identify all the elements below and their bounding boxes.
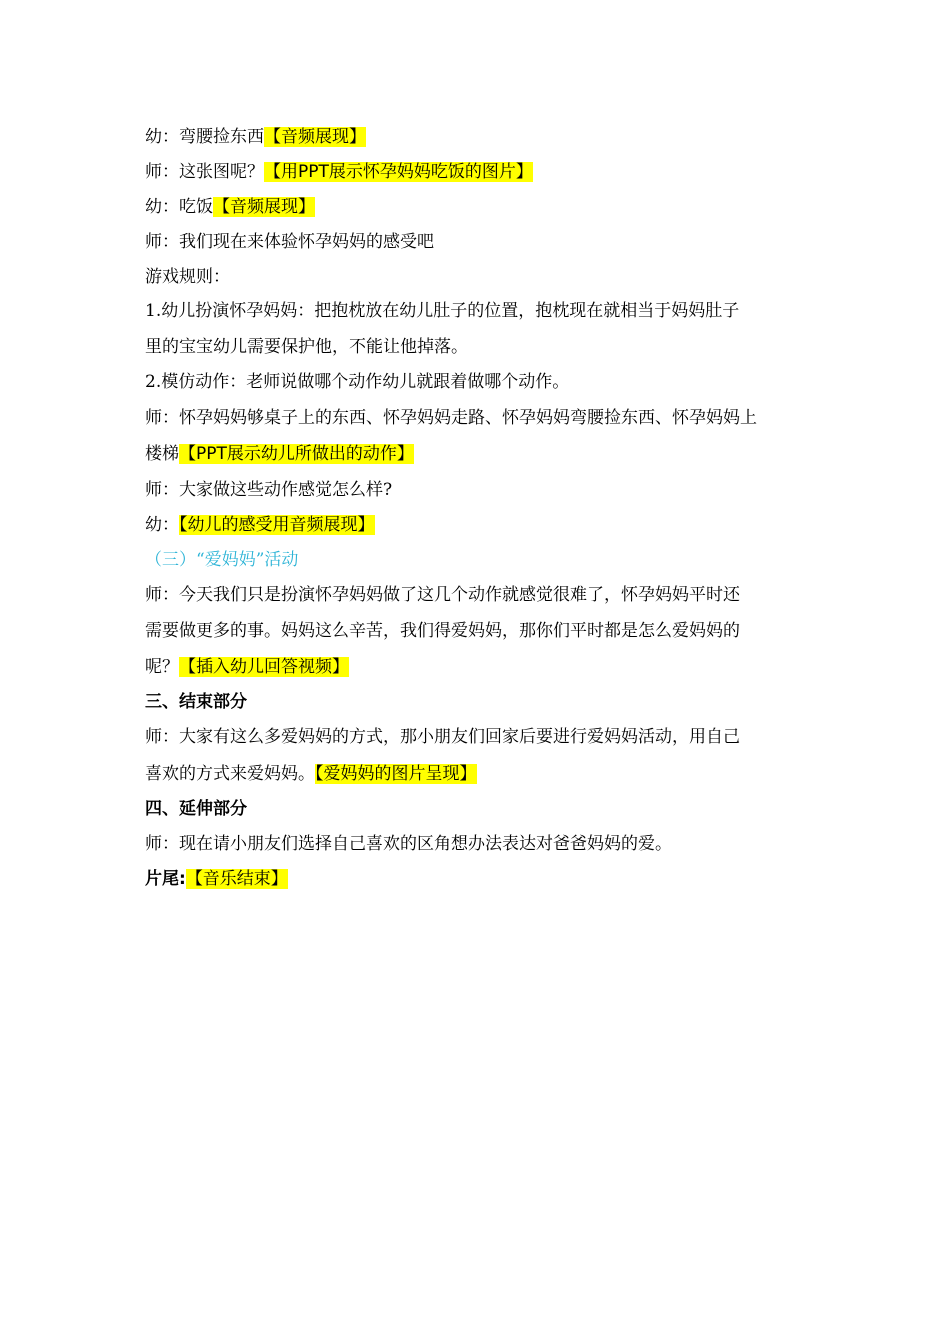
closing-line: [145, 867, 825, 891]
dialogue-line: [145, 513, 825, 537]
media-cue-highlight: 【音频展现】: [264, 127, 366, 147]
line-text: 四、延伸部分: [145, 799, 247, 819]
line-text: 师：现在请小朋友们选择自己喜欢的区角想办法表达对爸爸妈妈的爱。: [145, 834, 672, 854]
rule-line: [145, 335, 825, 359]
media-cue-highlight: 【插入幼儿回答视频】: [179, 657, 349, 677]
line-text: 1.幼儿扮演怀孕妈妈：把抱枕放在幼儿肚子的位置，抱枕现在就相当于妈妈肚子: [145, 301, 740, 321]
line-text: 游戏规则：: [145, 267, 230, 287]
dialogue-line: [145, 230, 825, 254]
line-text: 片尾:: [145, 869, 186, 889]
line-text: 师：大家有这么多爱妈妈的方式，那小朋友们回家后要进行爱妈妈活动，用自己: [145, 727, 740, 747]
line-text: 三、结束部分: [145, 692, 247, 712]
media-cue-highlight: 【用PPT展示怀孕妈妈吃饭的图片】: [264, 162, 533, 182]
line-text: 幼：: [145, 515, 179, 535]
rule-line: [145, 370, 825, 394]
line-text: 2.模仿动作：老师说做哪个动作幼儿就跟着做哪个动作。: [145, 372, 570, 392]
line-text: 里的宝宝幼儿需要保护他，不能让他掉落。: [145, 337, 468, 357]
section-heading: [145, 690, 825, 714]
dialogue-line: [145, 125, 825, 149]
line-text: 师：大家做这些动作感觉怎么样?: [145, 480, 393, 500]
line-text: 需要做更多的事。妈妈这么辛苦，我们得爱妈妈，那你们平时都是怎么爱妈妈的: [145, 621, 740, 641]
media-cue-highlight: 【音频展现】: [213, 197, 315, 217]
dialogue-line: [145, 478, 825, 502]
line-text: 呢？: [145, 657, 179, 677]
dialogue-line: [145, 442, 825, 466]
dialogue-line: [145, 619, 825, 643]
dialogue-line: [145, 583, 825, 607]
section-heading: [145, 797, 825, 821]
subsection-heading: [145, 548, 825, 572]
line-text: 幼：吃饭: [145, 197, 213, 217]
media-cue-highlight: 【PPT展示幼儿所做出的动作】: [179, 444, 414, 464]
media-cue-highlight: 【音乐结束】: [185, 869, 288, 889]
line-text: 幼：弯腰捡东西: [145, 127, 264, 147]
line-text: 师：这张图呢？: [145, 162, 264, 182]
line-text: 师：我们现在来体验怀孕妈妈的感受吧: [145, 232, 434, 252]
line-text: 喜欢的方式来爱妈妈。: [145, 764, 315, 784]
dialogue-line: [145, 655, 825, 679]
dialogue-line: [145, 406, 825, 430]
game-rules-heading: [145, 265, 825, 289]
dialogue-line: [145, 832, 825, 856]
line-text: （三）“爱妈妈”活动: [145, 550, 299, 570]
media-cue-highlight: 【幼儿的感受用音频展现】: [179, 515, 375, 535]
line-text: 师：怀孕妈妈够桌子上的东西、怀孕妈妈走路、怀孕妈妈弯腰捡东西、怀孕妈妈上: [145, 408, 757, 428]
line-text: 楼梯: [145, 444, 179, 464]
dialogue-line: [145, 762, 825, 786]
line-text: 师：今天我们只是扮演怀孕妈妈做了这几个动作就感觉很难了，怀孕妈妈平时还: [145, 585, 740, 605]
rule-line: [145, 299, 825, 323]
dialogue-line: [145, 160, 825, 184]
dialogue-line: [145, 725, 825, 749]
dialogue-line: [145, 195, 825, 219]
media-cue-highlight: 【爱妈妈的图片呈现】: [315, 764, 477, 784]
